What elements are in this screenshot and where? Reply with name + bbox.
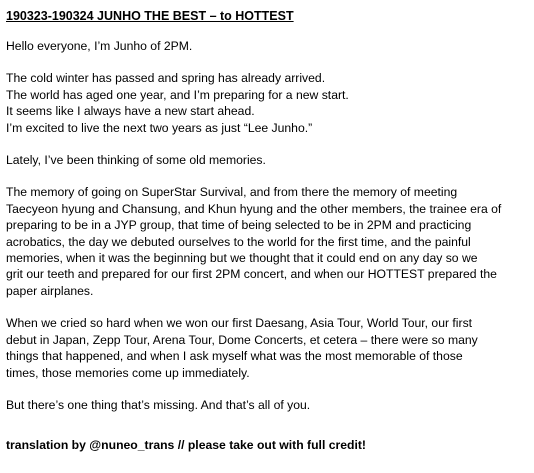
- document-title: 190323-190324 JUNHO THE BEST – to HOTTEST: [6, 9, 294, 23]
- text-line: The memory of going on SuperStar Survival, and from there the memory of meeting: [6, 185, 458, 200]
- text-line: Taecyeon hyung and Chansung, and Khun hyung and the other members, the trainee era of: [6, 201, 502, 216]
- text-line: The world has aged one year, and I’m preparing for a new start.: [6, 87, 349, 102]
- text-line: The cold winter has passed and spring has already arrived.: [6, 71, 326, 86]
- text-line: times, those memories come up immediately.: [6, 365, 250, 380]
- text-line: I’m excited to live the next two years as just “Lee Junho.”: [6, 120, 313, 135]
- text-line: preparing to be in a JYP group, that time of being selected to be in 2PM and practicing: [6, 218, 472, 233]
- paragraph-memories: [6, 184, 530, 299]
- text-line: It seems like I always have a new start ahead.: [6, 104, 255, 119]
- document: [6, 8, 530, 453]
- text-line: debut in Japan, Zepp Tour, Arena Tour, Dome Concerts, et cetera – there were so many: [6, 332, 478, 347]
- paragraph-greeting: [6, 38, 530, 54]
- text-line: paper airplanes.: [6, 283, 94, 298]
- text-line: When we cried so hard when we won our first Daesang, Asia Tour, World Tour, our first: [6, 316, 473, 331]
- paragraph-winter: [6, 70, 530, 136]
- text-line: memories, when it was the beginning but we thought that it could end on any day so we: [6, 251, 478, 266]
- text-line: acrobatics, the day we debuted ourselves to the world for the first time, and the painful: [6, 234, 471, 249]
- text-line: things that happened, and when I ask myself what was the most memorable of those: [6, 349, 463, 364]
- text-line: Lately, I’ve been thinking of some old memories.: [6, 153, 266, 168]
- translation-credit: translation by @nuneo_trans // please take out with full credit!: [6, 438, 366, 453]
- text-line: Hello everyone, I’m Junho of 2PM.: [6, 39, 193, 53]
- paragraph-milestones: [6, 315, 530, 381]
- text-line: But there’s one thing that’s missing. And that’s all of you.: [6, 397, 311, 412]
- text-line: grit our teeth and prepared for our first 2PM concert, and when our HOTTEST prepared the: [6, 267, 497, 282]
- paragraph-missing: [6, 397, 530, 413]
- paragraph-lately: [6, 152, 530, 168]
